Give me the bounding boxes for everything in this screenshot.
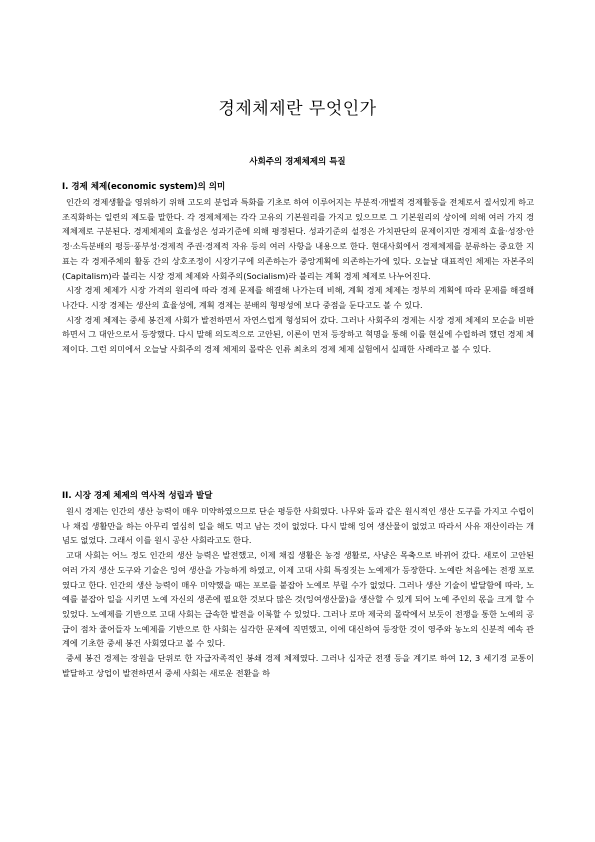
paragraph: 시장 경제 체제가 시장 가격의 원리에 따라 경제 문제를 해결해 나가는데 비해, 계획 경제 체제는 정부의 계획에 따라 문제를 해결해 나간다. 시장 경제는 생산의 효율성에, 계획 경제는 분배의 형평성에 보다 중점을 둔다고도 볼 수 있다. — [62, 285, 534, 310]
paragraph: 고대 사회는 어느 정도 인간의 생산 능력은 발전했고, 이제 채집 생활은 농경 생활로, 사냥은 목축으로 바뀌어 갔다. 새로이 고안된 여러 가지 생산 도구와 기술은 잉여 생산을 가능하게 하였고, 이제 고대 사회 특징짓는 노예제가 등장한다. 노예란 처음에는 전쟁 포로였다고 한다. 인간의 생산 능력이 매우 미약했을 때는 포로를 붙잡아 노예로 부릴 수가 없었다. 그러나 생산 기술이 발달함에 따라, 노예를 붙잡아 일을 시키면 노예 자신의 생존에 필요한 것보다 많은 것(잉여생산물)을 생산할 수 있게 되어 노예 주인의 몫을 크게 할 수 있었다. 노예제를 기반으로 고대 사회는 급속한 발전을 이룩할 수 있었다. 그러나 로마 제국의 몰락에서 보듯이 전쟁을 통한 노예의 공급이 점차 줄어들자 노예제를 기반으로 한 사회는 심각한 문제에 직면했고, 이에 대신하여 등장한 것이 영주와 농노의 신분적 예속 관계에 기초한 중세 봉건 사회였다고 볼 수 있다. — [62, 550, 534, 649]
paragraph: 인간의 경제생활을 영위하기 위해 고도의 분업과 특화를 기초로 하여 이루어지는 부분적·개별적 경제활동을 전체로서 질서있게 하고 조직화하는 일련의 제도를 말한다. 각 경제체제는 각각 고유의 기본원리를 가지고 있으므로 그 기본원리의 상이에 의해 여러 가지 경제체제로 구분된다. 경제체제의 효율성은 성과기준에 의해 평정된다. 성과기준의 설정은 가치판단의 문제이지만 경제적 효율·성장·안정·소득분배의 평등·풍부성·경제적 주권·경제적 자유 등의 여러 사항을 내용으로 한다. 현대사회에서 경제체제를 분류하는 중요한 지표는 각 경제주체의 활동 간의 상호조정이 시장기구에 의존하는가 중앙계획에 의존하는가에 있다. 오늘날 대표적인 체제는 자본주의(Capitalism)라 불리는 시장 경제 체제와 사회주의(Socialism)라 불리는 계획 경제 체제로 나누어진다. — [62, 197, 534, 281]
paragraph: 원시 경제는 인간의 생산 능력이 매우 미약하였으므로 단순 평등한 사회였다. 나무와 돌과 같은 원시적인 생산 도구를 가지고 수렵이나 채집 생활만을 하는 아무리 열심히 일을 해도 먹고 남는 것이 없었다. 다시 말해 잉여 생산물이 없었고 따라서 사유 재산이라는 개념도 없었다. 그래서 이를 원시 공산 사회라고도 한다. — [62, 506, 534, 546]
section-economic-system-meaning — [62, 181, 534, 357]
document-subtitle: 사회주의 경제체제의 특질 — [249, 157, 346, 167]
paragraph: 시장 경제 체제는 중세 봉건제 사회가 발전하면서 자연스럽게 형성되어 갔다. 그러나 사회주의 경제는 시장 경제 체제의 모순을 비판하면서 그 대안으로서 등장했다. 다시 말해 의도적으로 고안된, 이론이 먼저 등장하고 혁명을 통해 이를 현실에 수립하려 했던 경제 체제이다. 그런 의미에서 오늘날 사회주의 경제 체제의 몰락은 인류 최초의 경제 체제 실험에서 실패한 사례라고 볼 수 있다. — [62, 314, 534, 355]
section-market-economy-history — [62, 490, 534, 680]
section-heading: I. 경제 체제(economic system)의 의미 — [62, 182, 226, 192]
document-title: 경제체제란 무엇인가 — [218, 99, 377, 119]
section-heading: II. 시장 경제 체제의 역사적 성립과 발달 — [62, 491, 213, 501]
paragraph: 중세 봉건 경제는 장원을 단위로 한 자급자족적인 봉쇄 경제 체제였다. 그러나 십자군 전쟁 등을 계기로 하여 12, 3 세기경 교통이 발달하고 상업이 발전하면서 중세 사회는 새로운 전환을 하 — [62, 653, 534, 678]
